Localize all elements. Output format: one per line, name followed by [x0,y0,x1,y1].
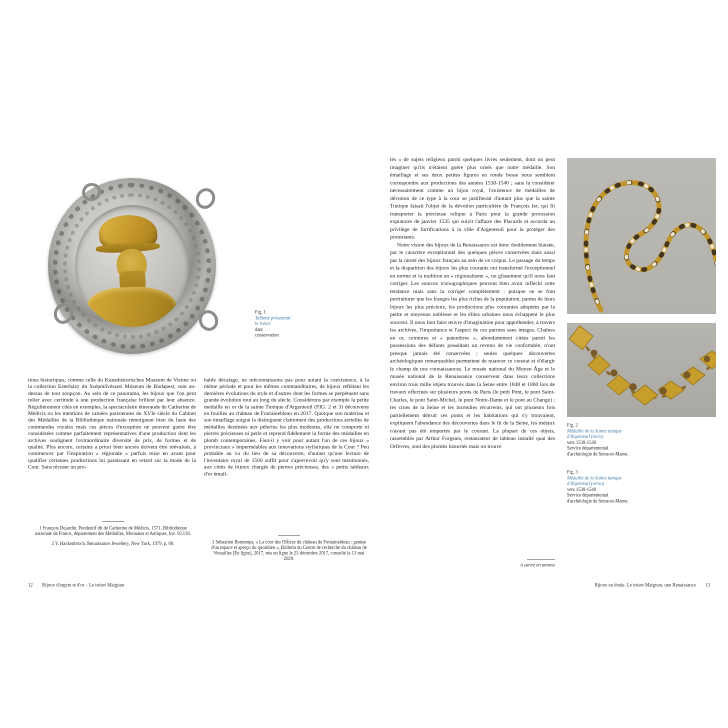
left-column1-paragraph: tions historiques, comme celle du Kunsthistorisches Museum de Vienne ou la collection Esterházy du Szépművészeti Múzeum de Budapest, sont au-dessus de tout soupçon. Au sein de ce panorama, les bijoux que l'on peut relier avec certitude à une production française brillent par leur absence. Régulièrement cités en exemples, la spectaculaire émeraude de Catherine de Médicis ou les mentions de camées parisiennes du XVIe siècle du Cabinet des Médailles de la Bibliothèque nationale témoignent bien du faste des commandes royales mais ces pièces d'exception ne peuvent guère être considérées comme parfaitement représentatives d'une production dont les archives soulignent l'extraordinaire diversité de prix, de formes et de qualité. Plus encore, certains a priori bien ancrés doivent être réévalués, à commencer par l'inspiration « régionale » parfois mise en avant pour qualifier certaines productions lui paraissant en retard sur la mode de la Cour. Sans récuser un pro- [28,377,196,471]
figure1-title-line2: le trésor [255,321,271,327]
right-paragraph-2: Notre vision des bijoux de la Renaissance est donc doublement biaisée, par le caractère exceptionnel des quelques pièces conservées mais aussi par la rareté des bijoux français au sein de ce corpus. Le passage du temps et la disparition des bijoux les plus courants ont transformé l'exceptionnel en norme et la tradition en « régionalisme », un glissement qu'il nous faut corriger. Les sources iconographiques peuvent bien avoir infléchi cette tendance mais sans la corriger complètement : puisque ne se font portraiturer que les franges les plus riches de la population, parées de leurs bijoux les plus précieux, les productions plus courantes adoptées par la petite et moyenne noblesse et les élites urbaines nous échappent le plus souvent. Il nous faut faire œuvre d'imagination pour appréhender, à travers les archives, l'importance et l'aspect de ces parures sans images. Chaînes en or, ceintures et « patenôtres », abondamment citées parmi les possessions des défunts possédant un revenu de vie confortable, n'ont presque jamais été conservées ; seules quelques découvertes archéologiques remarquables permettent de nuancer ce constat et d'élargir le champ de nos connaissances. Le musée national du Moyen Âge et le musée national de la Renaissance conservent dans leurs collections environ trois mille objets trouvés dans la Seine entre 1848 et 1860 lors de travaux effectués sur plusieurs ponts de Paris (le petit Pont, le pont Saint-Charles, le pont Saint-Michel, le pont Notre-Dame et le pont au Change) ; les crues de la Seine et les incendies récurrents, qui ont plusieurs fois partiellement détruit ces ponts et les habitations qui s'y trouvaient, expliquent l'abondance des découvertes dans le lit de la Seine, les métaux n'ayant pas été emportés par le courant. La plupart de ces objets, rassemblés par Arthur Forgeais, restaurateur de tableau installé quai des Orfèvres, sont des plombs historiés mais on trouve [390,241,555,450]
bust-torso [86,285,178,327]
figure2-title-line2: d'Argenteuil (recto) [567,434,604,440]
figure1-detail-date: date [255,327,263,333]
figure1-caption [255,310,325,339]
left-page-column-2 [204,377,369,478]
continuation-text: à suivre en annexe [520,563,555,568]
figure1-detail-conservation: conservation [255,333,279,338]
necklace-photo-recto [567,158,716,314]
figure2-title-line1: Médaille de la Sainte tunique [567,428,622,434]
right-page-footer [400,583,710,588]
figure2-date: vers 1530-1540 [567,440,597,446]
left-page-number: 12 [28,583,33,588]
footnote-rule [102,521,124,522]
footnote-2: 2 Y. Hackenbroch, Renaissance Jewellery, New York, 1979, p. 68. [51,541,175,547]
bicone-necklace-image [567,323,716,417]
figure1-title-line1: Tablette présentant [255,315,291,321]
footnote-3: 3 Sébastien Bontemps, « La cour des Offices du château de Fontainebleau : genèse d'un espace et aperçu du quotidien », Bulletin du Centre de recherche du château de Versailles [En ligne], 2017, mis en ligne le 23 décembre 2017, consulté le 13 mai 2020. [211,540,367,562]
necklace-photo-verso [567,323,716,417]
figure3-credit-line1: Service départemental [567,493,609,498]
continuation-marker [400,558,555,568]
footnote-1: 1 François Dujardin, Pendentif dit de Catherine de Médicis, 1571, Bibliothèque nationale de France, département des Médailles, Monnaies et Antiques, Inv. 56.136. [35,526,191,537]
left-page-column-1 [28,377,196,471]
right-page-column [390,156,555,556]
figure2-credit-line2: d'archéologie de Seine-et-Marne. [567,451,629,457]
figure3-label: Fig. 3 [567,470,578,475]
medallion-figure [48,178,216,354]
right-running-title: Bijoux en étude. Le trésor Maignan, une Renaissance [594,583,696,588]
left-running-title: Bijoux d'argent et d'or – Le trésor Maignan [42,583,125,588]
footnote-rule [278,535,300,536]
right-page-number: 13 [705,583,710,588]
figure2-credit-line1: Service départemental [567,446,609,451]
left-footnotes-column2 [210,535,368,567]
figure3-title-line1: Médaille de la Sainte tunique [567,475,622,481]
figure3-title-line2: d'Argenteuil (verso) [567,481,605,487]
medallion-center-plate [75,205,189,327]
left-column2-paragraph: bable décalage, ne méconnaissons pas pour autant la coexistence, à la même période et pour les mêmes commanditaires, de bijoux reflétant les dernières évolutions du style et d'autres dont les formes se perpétuent sans grande évolution tout au long du siècle. Considérons par exemple la petite médaille en or de la sainte Tunique d'Argenteuil (FIG. 2 et 3) découverte en fouilles au château de Fontainebleau en 2017. Quoique son matériau et son émaillage soigné la distinguent clairement des productions sérielles de médailles destinées aux pèlerins les plus modestes, elle ne comporte ni pierres précieuses ni perle et reprend fidèlement la forme des médailles en plomb contemporaines. Faut-il y voir pour autant l'un de ces bijoux « provinciaux » imperméables aux innovations stylistiques de la Cour ? Peu probable au vu du lieu de sa découverte, d'autant qu'une lecture de l'inventaire royal de 1560 suffit pour s'apercevoir qu'y sont mentionnés, aux côtés de bijoux chargés de pierres précieuses, des « petits tableaux d'or émail- [204,377,369,477]
right-paragraph-1: lés » de sujets religieux parmi quelques livres seulement, dont on peut imaginer qu'ils n'étaient guère plus ornés que notre médaille. Son émaillage et ses deux petites figures en ronde bosse nous semblent correspondre aux productions des années 1530-1540 ; sans la considérer nécessairement comme un bijou royal, l'existence de médailles de dévotion de ce type à la cour se justifierait d'autant plus que la sainte Tunique faisait l'objet de la dévotion particulière de François Ier, qui fit transporter la précieuse relique à Paris pour la grande procession expiatoire de janvier 1535 qui suivit l'affaire des Placards et accorda un privilège de fortifications à la ville d'Argenteuil pour la protéger des protestants. [390,156,555,240]
figure3-date: vers 1530-1540 [567,487,597,493]
left-footnotes-column1 [34,521,192,552]
beaded-chain-necklace-image [567,158,716,314]
figure3-credit-line2: d'archéologie de Seine-et-Marne. [567,498,629,504]
figure1-label: Fig. 1 [255,310,266,315]
gold-bust-figure [78,208,184,327]
continuation-rule [527,560,555,561]
figure3-caption [567,470,717,505]
figure2-label: Fig. 2 [567,423,578,428]
figure2-caption [567,423,717,458]
left-page-footer [28,583,328,588]
